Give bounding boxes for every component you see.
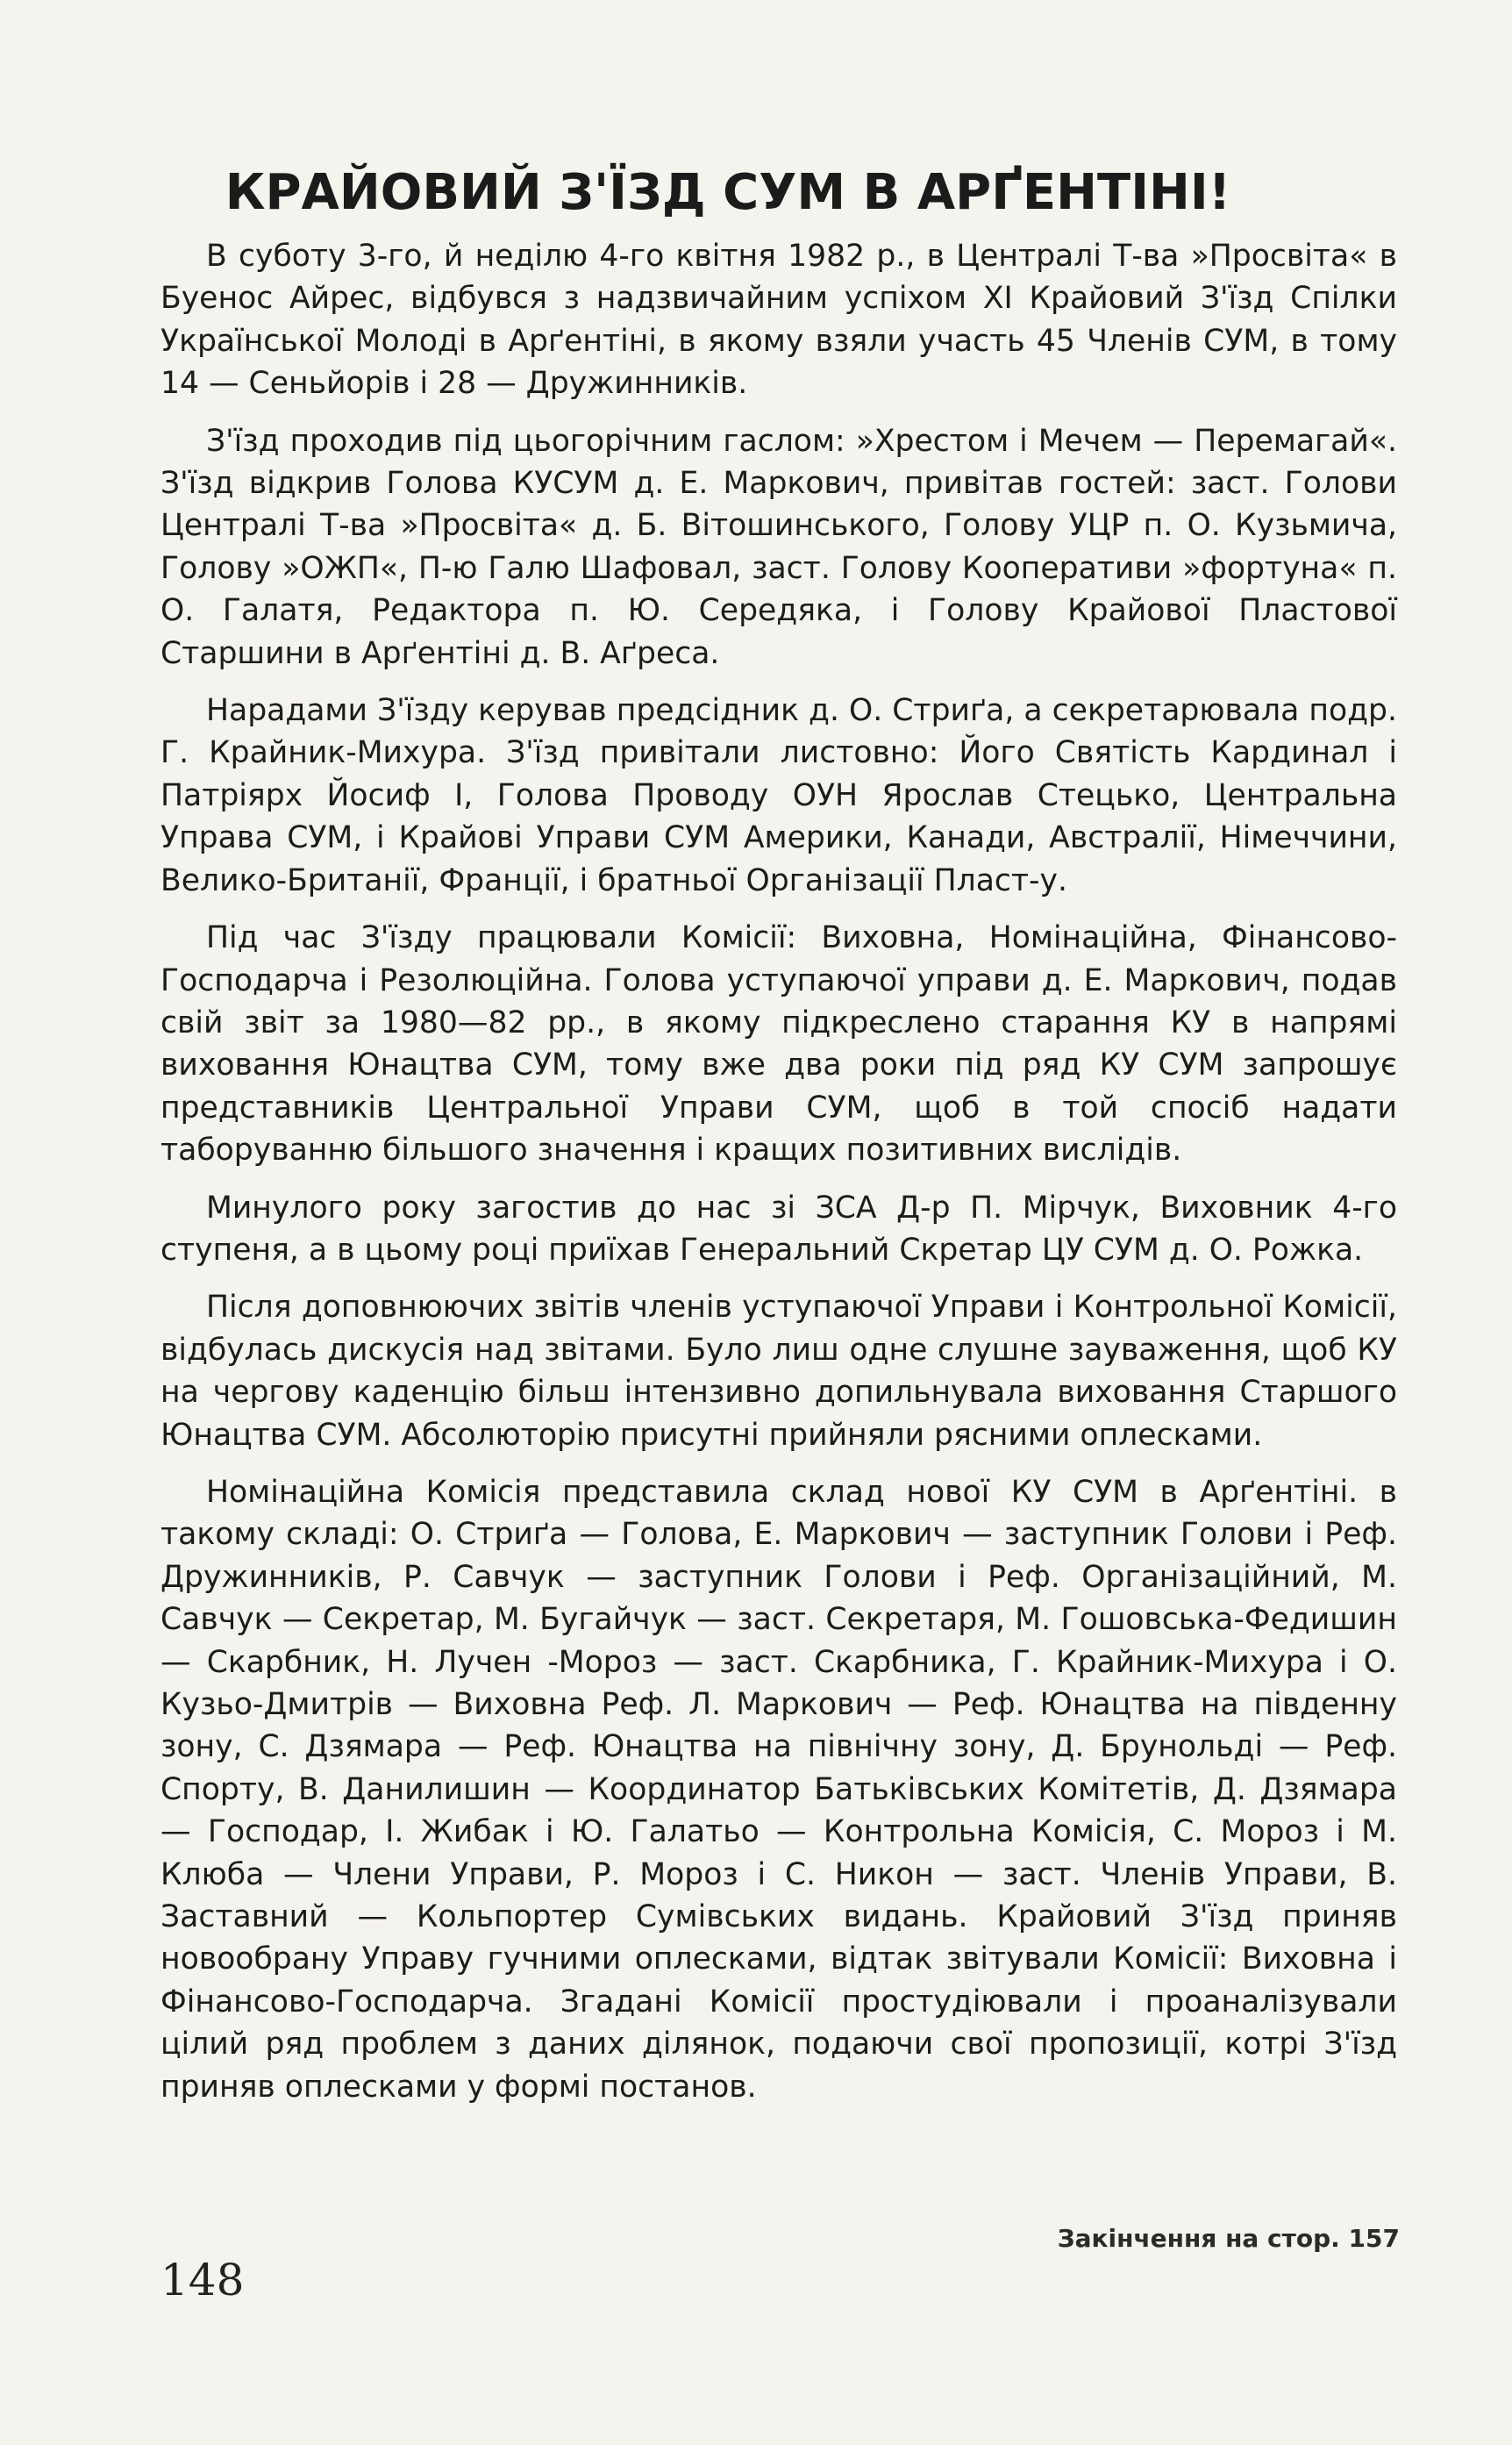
continuation-note: Закінчення на стор. 157: [1057, 2224, 1400, 2253]
paragraph: Під час З'їзду працювали Комісії: Виховна, Номінаційна, Фінансово-Господарча і Резолюційна. Голова уступаючої управи д. Е. Маркович, подав свій звіт за 1980—82 рр., в якому підкреслено старання КУ в напрямі виховання Юнацтва СУМ, тому вже два роки під ряд КУ СУМ запрошує представників Центральної Управи СУМ, щоб в той спосіб надати таборуванню більшого значення і кращих позитивних вислідів.: [160, 920, 1397, 1169]
article-title: КРАЙОВИЙ З'ЇЗД СУМ В АРҐЕНТІНІ!: [225, 164, 1231, 221]
paragraph: Після доповнюючих звітів членів уступаючої Управи і Контрольної Комісії, відбулась дискусія над звітами. Було лиш одне слушне зауваження, щоб КУ на чергову каденцію більш інтензивно допильнувала виховання Старшого Юнацтва СУМ. Абсолюторію присутні прийняли рясними оплесками.: [160, 1290, 1397, 1453]
paragraph: Минулого року загостив до нас зі ЗСА Д-р П. Мірчук, Виховник 4-го ступеня, а в цьому році приїхав Генеральний Скретар ЦУ СУМ д. О. Рожка.: [160, 1190, 1397, 1268]
article-body: [160, 235, 1397, 2123]
paragraph: Номінаційна Комісія представила склад нової КУ СУМ в Арґентіні. в такому складі: О. Стриґа — Голова, Е. Маркович — заступник Голови і Реф. Дружинників, Р. Савчук — заступник Голови і Реф. Організаційний, М. Савчук — Секретар, М. Бугайчук — заст. Секретаря, М. Гошовська-Федишин — Скарбник, Н. Лучен -Мороз — заст. Скарбника, Г. Крайник-Михура і О. Кузьо-Дмитрів — Виховна Реф. Л. Маркович — Реф. Юнацтва на південну зону, С. Дзямара — Реф. Юнацтва на північну зону, Д. Брунольді — Реф. Спорту, В. Данилишин — Координатор Батьківських Комітетів, Д. Дзямара — Господар, І. Жибак і Ю. Галатьо — Контрольна Комісія, С. Мороз і М. Клюба — Члени Управи, Р. Мороз і С. Никон — заст. Членів Управи, В. Заставний — Кольпортер Сумівських видань. Крайовий З'їзд приняв новообрану Управу гучними оплесками, відтак звітували Комісії: Виховна і Фінансово-Господарча. Згадані Комісії простудіювали і проаналізували цілий ряд проблем з даних ділянок, подаючи свої пропозиції, котрі З'їзд приняв оплесками у формі постанов.: [160, 1474, 1397, 2105]
paragraph: В суботу 3-го, й неділю 4-го квітня 1982 р., в Централі Т-ва »Просвіта« в Буенос Айрес, відбувся з надзвичайним успіхом XI Крайовий З'їзд Спілки Української Молоді в Арґентіні, в якому взяли участь 45 Членів СУМ, в тому 14 — Сеньйорів і 28 — Дружинників.: [160, 239, 1397, 402]
paragraph: Нарадами З'їзду керував предсідник д. О. Стриґа, а секретарювала подр. Г. Крайник-Михура. З'їзд привітали листовно: Його Святість Кардинал і Патріярх Йосиф І, Голова Проводу ОУН Ярослав Стецько, Центральна Управа СУМ, і Крайові Управи СУМ Америки, Канади, Австралії, Німеччини, Велико-Британії, Франції, і братньої Організації Пласт-у.: [160, 693, 1397, 898]
paragraph: З'їзд проходив під цьогорічним гаслом: »Хрестом і Мечем — Перемагай«. З'їзд відкрив Голова КУСУМ д. Е. Маркович, привітав гостей: заст. Голови Централі Т-ва »Просвіта« д. Б. Вітошинського, Голову УЦР п. О. Кузьмича, Голову »ОЖП«, П-ю Галю Шафовал, заст. Голову Кооперативи »фортуна« п. О. Галатя, Редактора п. Ю. Середяка, і Голову Крайової Пластової Старшини в Арґентіні д. В. Аґреса.: [160, 423, 1397, 671]
page-number: 148: [160, 2255, 245, 2306]
